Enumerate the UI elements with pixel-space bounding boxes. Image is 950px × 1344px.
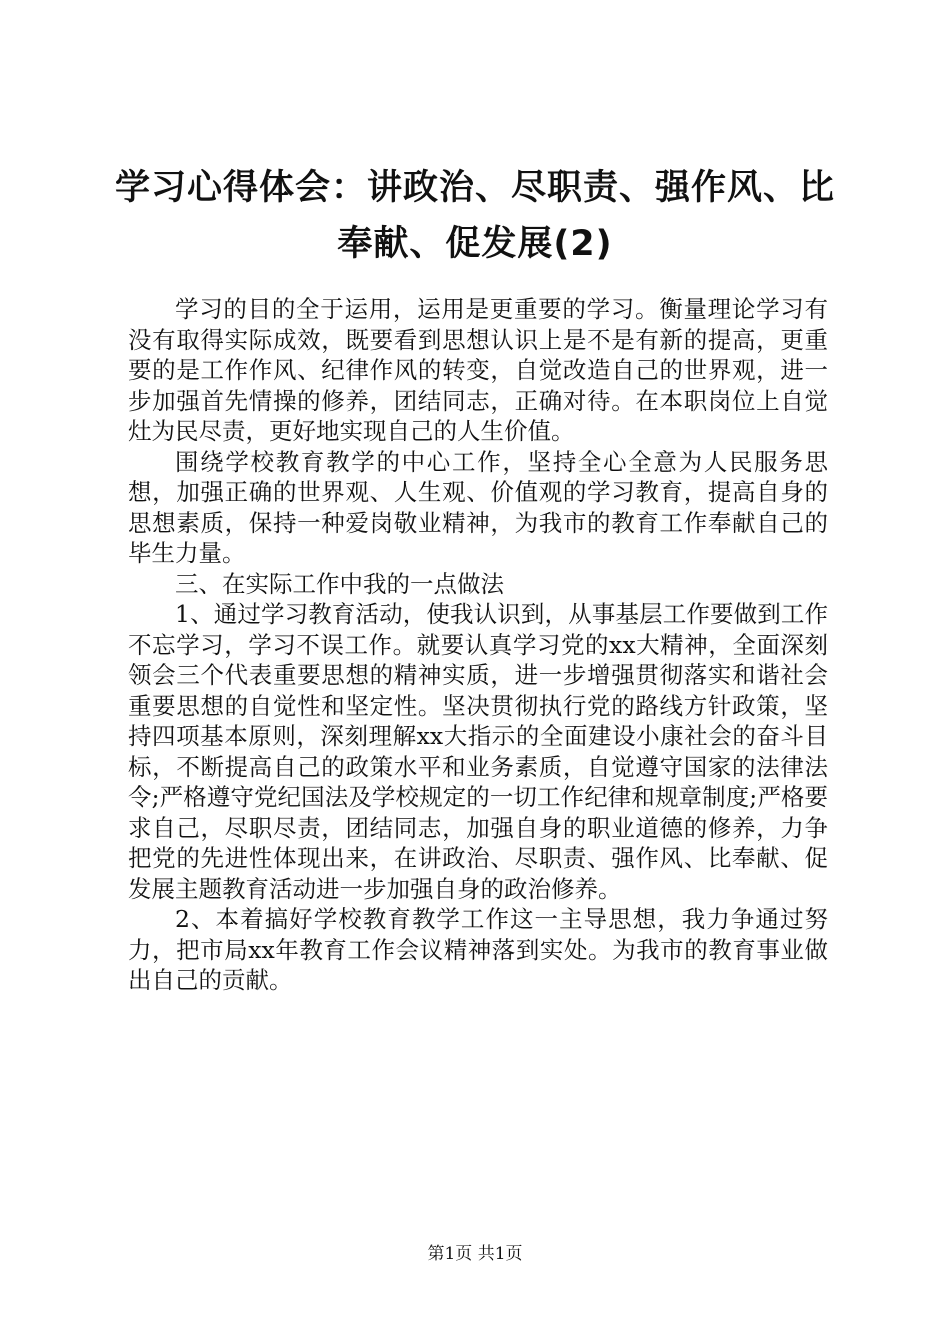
section-heading: 三、在实际工作中我的一点做法 — [175, 569, 504, 598]
page-footer: 第1页 共1页 — [427, 1244, 523, 1264]
paragraph: 1、通过学习教育活动，使我认识到，从事基层工作要做到工作不忘学习，学习不误工作。就要认真学习党的xx大精神，全面深刻领会三个代表重要思想的精神实质，进一步增强贯彻落实和谐社会重要思想的自觉性和坚定性。坚决贯彻执行党的路线方针政策，坚持四项基本原则，深刻理解xx大指示的全面建设小康社会的奋斗目标，不断提高自己的政策水平和业务素质，自觉遵守国家的法律法令;严格遵守党纪国法及学校规定的一切工作纪律和规章制度;严格要求自己，尽职尽责，团结同志，加强自身的职业道德的修养，力争把党的先进性体现出来，在讲政治、尽职责、强作风、比奉献、促发展主题教育活动进一步加强自身的政治修养。 — [128, 600, 828, 903]
document-body — [128, 294, 828, 996]
paragraph: 2、本着搞好学校教育教学工作这一主导思想，我力争通过努力，把市局xx年教育工作会议精神落到实处。为我市的教育事业做出自己的贡献。 — [128, 905, 828, 994]
title-line-2: 奉献、促发展(2) — [337, 224, 613, 264]
paragraph: 围绕学校教育教学的中心工作，坚持全心全意为人民服务思想，加强正确的世界观、人生观、价值观的学习教育，提高自身的思想素质，保持一种爱岗敬业精神，为我市的教育工作奉献自己的毕生力量。 — [128, 447, 828, 567]
paragraph: 学习的目的全于运用，运用是更重要的学习。衡量理论学习有没有取得实际成效，既要看到思想认识上是不是有新的提高，更重要的是工作作风、纪律作风的转变，自觉改造自己的世界观，进一步加强首先情操的修养，团结同志，正确对待。在本职岗位上自觉灶为民尽责，更好地实现自己的人生价值。 — [128, 295, 828, 445]
title-line-1: 学习心得体会：讲政治、尽职责、强作风、比 — [114, 168, 835, 208]
document-title — [110, 160, 840, 272]
